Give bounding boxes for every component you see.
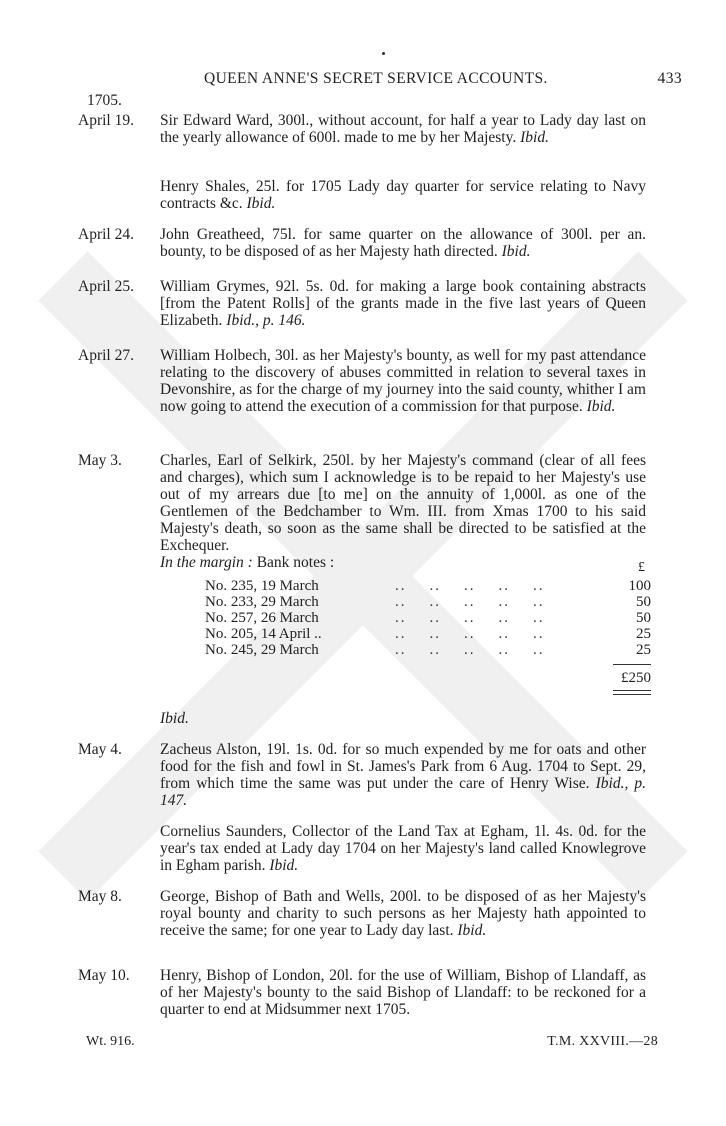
currency-header: £ xyxy=(638,560,645,575)
entry-date: April 24. xyxy=(78,226,134,243)
sum-rule xyxy=(613,664,651,665)
note-amount: 50 xyxy=(636,594,651,610)
footer-left: Wt. 916. xyxy=(86,1034,135,1049)
note-amount: 50 xyxy=(636,610,651,626)
entry-date: April 27. xyxy=(78,347,134,364)
header-title: QUEEN ANNE'S SECRET SERVICE ACCOUNTS. xyxy=(204,70,548,87)
entry-text xyxy=(160,823,646,874)
entry-text xyxy=(160,710,646,727)
entry-text xyxy=(160,888,646,939)
note-amount: 25 xyxy=(636,642,651,658)
table-row xyxy=(205,642,651,658)
entry-date: May 3. xyxy=(78,452,122,469)
entry-date: May 10. xyxy=(78,967,130,984)
leader-dots: .. .. .. .. .. xyxy=(395,578,545,594)
entry-text xyxy=(160,112,646,146)
note-label: No. 245, 29 March xyxy=(205,642,319,658)
note-label: No. 257, 26 March xyxy=(205,610,319,626)
entry-date: May 4. xyxy=(78,741,122,758)
entry-body: Charles, Earl of Selkirk, 250l. by her Majesty's command (clear of all fees and charges), which sum I acknowledge is to be repaid to her Majesty's use out of my arrears due [to me] on the annuity of 1,000l. as one of the Gentlemen of the Bedchamber to Wm. III. from Xmas 1700 to his said Majesty's death, so soon as the same shall be directed to be satisfied at the Exchequer. xyxy=(160,452,646,554)
leader-dots: .. .. .. .. .. xyxy=(395,626,545,642)
entry-body: Cornelius Saunders, Collector of the Land Tax at Egham, 1l. 4s. 0d. for the year's tax ended at Lady day 1704 on her Majesty's land called Knowlegrove in Egham parish. xyxy=(160,823,646,874)
entry-body: Henry Shales, 25l. for 1705 Lady day quarter for service relating to Navy contracts &c. xyxy=(160,178,646,212)
year-label: 1705. xyxy=(87,92,122,109)
entry-body: Sir Edward Ward, 300l., without account, for half a year to Lady day last on the yearly allowance of 600l. made to me by her Majesty. xyxy=(160,112,646,146)
margin-intro-text: Bank notes : xyxy=(256,554,335,571)
entry-ref: Ibid., p. 147. xyxy=(160,775,647,809)
page-number: 433 xyxy=(657,70,682,87)
entry-ref: Ibid. xyxy=(586,398,616,415)
note-amount: 100 xyxy=(628,578,651,594)
entry-ref: Ibid. xyxy=(520,129,549,146)
entry-ref: Ibid. xyxy=(160,710,189,727)
entry-text xyxy=(160,741,646,809)
entry-body: William Grymes, 92l. 5s. 0d. for making a large book containing abstracts [from the Patent Rolls] of the grants made in the five last years of Queen Elizabeth. xyxy=(160,278,646,329)
notes-total: £250 xyxy=(621,670,651,686)
note-amount: 25 xyxy=(636,626,651,642)
entry-ref: Ibid. xyxy=(457,922,487,939)
running-header xyxy=(204,70,682,92)
table-row xyxy=(205,610,651,626)
leader-dots: .. .. .. .. .. xyxy=(395,642,545,658)
note-label: No. 235, 19 March xyxy=(205,578,319,594)
entry-text xyxy=(160,226,646,260)
entry-date: May 8. xyxy=(78,888,122,905)
table-row xyxy=(205,594,651,610)
leader-dots: .. .. .. .. .. xyxy=(395,594,545,610)
entry-ref: Ibid., p. 146. xyxy=(226,312,306,329)
entry-text xyxy=(160,967,646,1018)
note-label: No. 233, 29 March xyxy=(205,594,319,610)
print-speck xyxy=(382,52,385,55)
entry-date: April 19. xyxy=(78,112,134,129)
entry-body: Zacheus Alston, 19l. 1s. 0d. for so much expended by me for oats and other food for the fish and fowl in St. James's Park from 6 Aug. 1704 to Sept. 29, from which time the same was put under the care of Henry Wise. xyxy=(160,741,646,792)
margin-intro-italic: In the margin : xyxy=(160,554,253,571)
leader-dots: .. .. .. .. .. xyxy=(395,610,545,626)
entry-date: April 25. xyxy=(78,278,134,295)
entry-text xyxy=(160,347,646,415)
double-rule xyxy=(613,690,651,695)
entry-text xyxy=(160,178,646,212)
footer-right: T.M. XXVIII.—28 xyxy=(547,1034,658,1049)
note-label: No. 205, 14 April .. xyxy=(205,626,322,642)
entry-body: George, Bishop of Bath and Wells, 200l. to be disposed of as her Majesty's royal bounty and charity to such persons as her Majesty hath appointed to receive the same; for one year to Lady day last. xyxy=(160,888,646,939)
entry-ref: Ibid. xyxy=(246,195,276,212)
entry-text xyxy=(160,278,646,329)
entry-body: Henry, Bishop of London, 20l. for the use of William, Bishop of Llandaff, as of her Majesty's bounty to the said Bishop of Llandaff: to be reckoned for a quarter to end at Midsummer next 1705. xyxy=(160,967,646,1018)
entry-ref: Ibid. xyxy=(501,243,531,260)
entry-ref: Ibid. xyxy=(269,857,299,874)
table-row xyxy=(205,626,651,642)
entry-body: William Holbech, 30l. as her Majesty's bounty, as well for my past attendance relating to the discovery of abuses committed in relation to several taxes in Devonshire, as for the charge of my journey into the said county, whither I am now going to attend the execution of a commission for that purpose. xyxy=(160,347,646,415)
entry-body: John Greatheed, 75l. for same quarter on the allowance of 300l. per an. bounty, to be disposed of as her Majesty hath directed. xyxy=(160,226,646,260)
entry-text xyxy=(160,452,646,571)
